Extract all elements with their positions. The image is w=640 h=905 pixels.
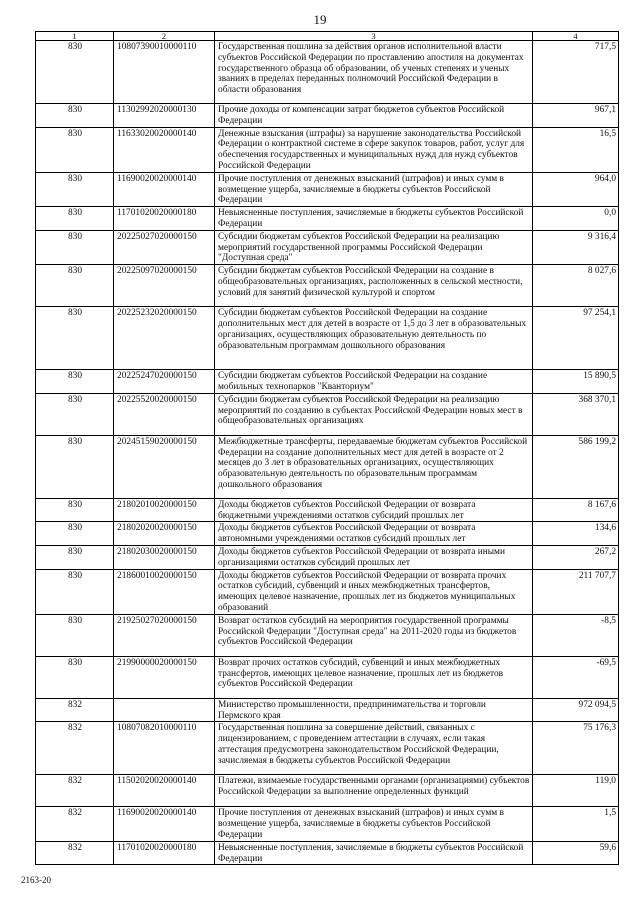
admin-code: 830 [36,393,114,435]
admin-code: 832 [36,841,114,865]
table-row [36,522,619,546]
table-row [36,722,619,775]
table-row [36,307,619,370]
amount-value: 967,1 [533,104,619,128]
budget-code: 20225097020000150 [114,265,215,307]
column-number: 3 [215,32,533,41]
amount-value: 717,5 [533,41,619,104]
item-name: Доходы бюджетов субъектов Российской Федерации от возврата автономными учреждениями остатков субсидий прошлых лет [215,522,533,546]
amount-value: 134,6 [533,522,619,546]
item-name: Субсидии бюджетам субъектов Российской Федерации на реализацию мероприятий государственной программы Российской Федерации "Доступная среда" [215,230,533,264]
admin-code: 830 [36,435,114,498]
amount-value: 964,0 [533,172,619,206]
admin-code: 830 [36,172,114,206]
admin-code: 832 [36,698,114,722]
admin-code: 830 [36,127,114,172]
budget-code: 11633020020000140 [114,127,215,172]
item-name: Возврат остатков субсидий на мероприятия государственной программы Российской Федерации "Доступная среда" на 2011-2020 годы из бюджетов субъектов Российской Федерации [215,614,533,656]
amount-value: 0,0 [533,207,619,231]
column-number-row [36,32,619,41]
admin-code: 830 [36,104,114,128]
item-name: Невыясненные поступления, зачисляемые в бюджеты субъектов Российской Федерации [215,841,533,865]
admin-code: 830 [36,545,114,569]
amount-value: -8,5 [533,614,619,656]
revenue-table [35,31,619,865]
admin-code: 830 [36,230,114,264]
table-row [36,370,619,394]
table-row [36,545,619,569]
item-name: Субсидии бюджетам субъектов Российской Федерации на создание в общеобразовательных организациях, расположенных в сельской местности, условий для занятий физической культурой и спортом [215,265,533,307]
budget-code: 11502020020000140 [114,775,215,807]
amount-value: 9 316,4 [533,230,619,264]
amount-value: 211 707,7 [533,569,619,614]
budget-code: 21802030020000150 [114,545,215,569]
table-row [36,498,619,522]
amount-value: 15 890,5 [533,370,619,394]
table-row [36,393,619,435]
item-name: Доходы бюджетов субъектов Российской Федерации от возврата иными организациями остатков субсидий прошлых лет [215,545,533,569]
table-row [36,172,619,206]
table-row [36,698,619,722]
column-number: 1 [36,32,114,41]
item-name: Прочие доходы от компенсации затрат бюджетов субъектов Российской Федерации [215,104,533,128]
budget-code: 21990000020000150 [114,656,215,698]
amount-value: -69,5 [533,656,619,698]
budget-code: 10807390010000110 [114,41,215,104]
item-name: Государственная пошлина за действия органов исполнительной власти субъектов Российской Федерации по проставлению апостиля на документах государственного образца об образовании, об ученых степенях и ученых званиях в пределах переданных полномочий Российской Федерации в области образования [215,41,533,104]
table-row [36,841,619,865]
budget-code: 11701020020000180 [114,841,215,865]
table-row [36,569,619,614]
table-row [36,41,619,104]
budget-code [114,698,215,722]
table-row [36,104,619,128]
item-name: Денежные взыскания (штрафы) за нарушение законодательства Российской Федерации о контрактной системе в сфере закупок товаров, работ, услуг для обеспечения государственных и муниципальных нужд для нужд субъектов Российской Федерации [215,127,533,172]
admin-code: 830 [36,41,114,104]
item-name: Возврат прочих остатков субсидий, субвенций и иных межбюджетных трансфертов, имеющих целевое назначение, прошлых лет из бюджетов субъектов Российской Федерации [215,656,533,698]
budget-code: 21802010020000150 [114,498,215,522]
admin-code: 830 [36,370,114,394]
amount-value: 586 199,2 [533,435,619,498]
amount-value: 972 094,5 [533,698,619,722]
admin-code: 830 [36,569,114,614]
item-name: Невыясненные поступления, зачисляемые в бюджеты субъектов Российской Федерации [215,207,533,231]
item-name: Прочие поступления от денежных взысканий (штрафов) и иных сумм в возмещение ущерба, зачисляемые в бюджеты субъектов Российской Федерации [215,172,533,206]
budget-code: 21925027020000150 [114,614,215,656]
budget-code: 20225232020000150 [114,307,215,370]
item-name: Субсидии бюджетам субъектов Российской Федерации на создание дополнительных мест для детей в возрасте от 1,5 до 3 лет в образовательных организациях, осуществляющих образовательную деятельность по образовательным программам дошкольного образования [215,307,533,370]
admin-code: 832 [36,807,114,841]
budget-code: 21860010020000150 [114,569,215,614]
table-row [36,127,619,172]
document-footer-code: 2163-20 [21,875,51,885]
column-number: 4 [533,32,619,41]
table-row [36,775,619,807]
table-row [36,614,619,656]
item-name: Прочие поступления от денежных взысканий (штрафов) и иных сумм в возмещение ущерба, зачисляемые в бюджеты субъектов Российской Федерации [215,807,533,841]
table-row [36,265,619,307]
item-name: Субсидии бюджетам субъектов Российской Федерации на создание мобильных технопарков "Кванториум" [215,370,533,394]
page-number: 19 [313,12,327,27]
admin-code: 830 [36,307,114,370]
amount-value: 1,5 [533,807,619,841]
column-number: 2 [114,32,215,41]
item-name: Государственная пошлина за совершение действий, связанных с лицензированием, с проведением аттестации в случаях, если такая аттестация предусмотрена законодательством Российской Федерации, зачисляемая в бюджеты субъектов Российской Федерации [215,722,533,775]
budget-code: 20225520020000150 [114,393,215,435]
budget-code: 10807082010000110 [114,722,215,775]
item-name: Доходы бюджетов субъектов Российской Федерации от возврата бюджетными учреждениями остатков субсидий прошлых лет [215,498,533,522]
budget-code: 20225247020000150 [114,370,215,394]
amount-value: 16,5 [533,127,619,172]
table-row [36,807,619,841]
admin-code: 830 [36,614,114,656]
budget-code: 11690020020000140 [114,172,215,206]
admin-code: 830 [36,522,114,546]
table-row [36,656,619,698]
budget-code: 21802020020000150 [114,522,215,546]
item-name: Субсидии бюджетам субъектов Российской Федерации на реализацию мероприятий по созданию в субъектах Российской Федерации новых мест в общеобразовательных организациях [215,393,533,435]
amount-value: 119,0 [533,775,619,807]
admin-code: 830 [36,656,114,698]
amount-value: 8 027,6 [533,265,619,307]
table-row [36,435,619,498]
table-row [36,230,619,264]
table-row [36,207,619,231]
item-name: Министерство промышленности, предпринимательства и торговли Пермского края [215,698,533,722]
admin-code: 830 [36,498,114,522]
amount-value: 59,6 [533,841,619,865]
budget-code: 20245159020000150 [114,435,215,498]
admin-code: 832 [36,722,114,775]
item-name: Межбюджетные трансферты, передаваемые бюджетам субъектов Российской Федерации на создание дополнительных мест для детей в возрасте от 2 месяцев до 3 лет в образовательных организациях, осуществляющих образовательную деятельность по образовательным программам дошкольного образования [215,435,533,498]
admin-code: 830 [36,265,114,307]
amount-value: 267,2 [533,545,619,569]
admin-code: 832 [36,775,114,807]
admin-code: 830 [36,207,114,231]
budget-code: 11302992020000130 [114,104,215,128]
budget-code: 11690020020000140 [114,807,215,841]
item-name: Платежи, взимаемые государственными органами (организациями) субъектов Российской Федерации за выполнение определенных функций [215,775,533,807]
item-name: Доходы бюджетов субъектов Российской Федерации от возврата прочих остатков субсидий, субвенций и иных межбюджетных трансфертов, имеющих целевое назначение, прошлых лет из бюджетов муниципальных образований [215,569,533,614]
amount-value: 97 254,1 [533,307,619,370]
amount-value: 8 167,6 [533,498,619,522]
budget-code: 20225027020000150 [114,230,215,264]
budget-code: 11701020020000180 [114,207,215,231]
amount-value: 368 370,1 [533,393,619,435]
amount-value: 75 176,3 [533,722,619,775]
